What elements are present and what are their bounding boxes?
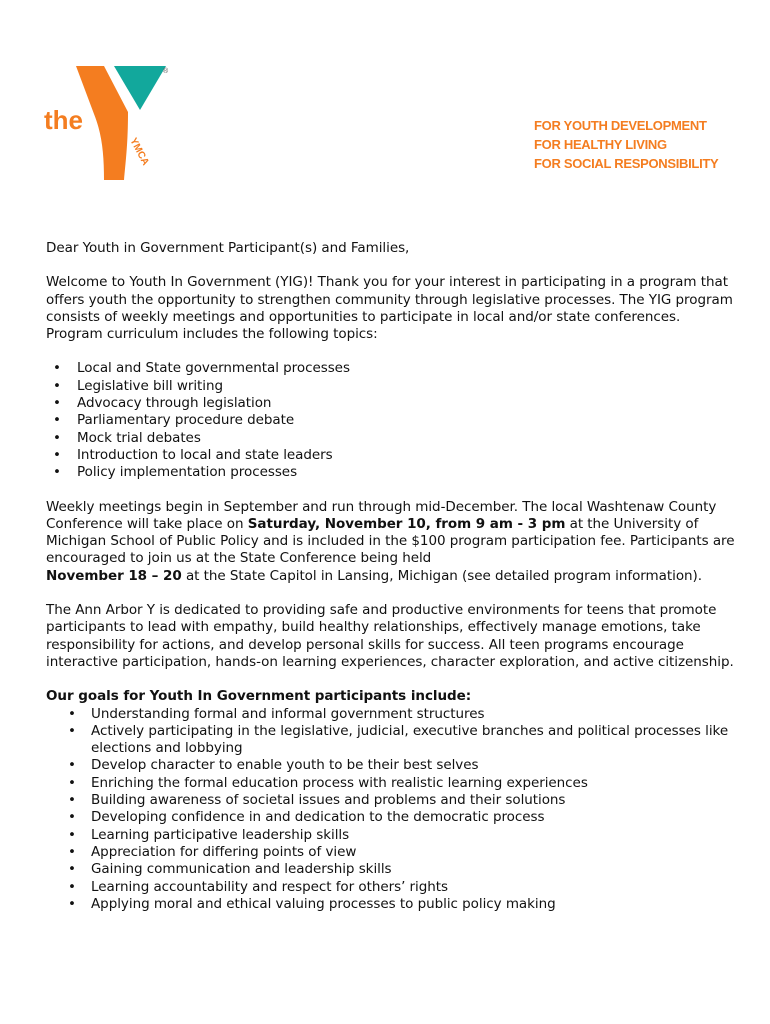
goals-heading: Our goals for Youth In Government participants include: (46, 688, 472, 705)
list-item: • Understanding formal and informal government structures (46, 706, 736, 723)
list-item: • Develop character to enable youth to be their best selves (46, 757, 736, 774)
state-conference-date: November 18 – 20 (46, 567, 182, 584)
list-item: • Gaining communication and leadership skills (46, 861, 736, 878)
list-item: • Developing confidence in and dedication to the democratic process (46, 809, 736, 826)
dedication-paragraph: The Ann Arbor Y is dedicated to providing safe and productive environments for teens that promote participants to lead with empathy, build healthy relationships, effectively manage emotions, take responsibility for actions, and develop personal skills for success. All teen programs encourage interactive participation, hands-on learning experiences, character exploration, and active citizenship. (46, 602, 734, 670)
ymca-logo (44, 62, 174, 182)
logo-ymca-text: YMCA (127, 136, 151, 168)
list-item: • Local and State governmental processes (46, 360, 736, 377)
topics-list (46, 360, 736, 481)
meetings-paragraph: Weekly meetings begin in September and run through mid-December. The local Washtenaw County Conference will take place on Saturday, November 10, from 9 am - 3 pm at the University of Michigan School of Public Policy and is included in the $100 program participation fee. Participants are encouraged to join us at the State Conference being held November 18 – 20 at the State Capitol in Lansing, Michigan (see detailed program information). (46, 498, 735, 584)
list-item: • Introduction to local and state leaders (46, 447, 736, 464)
list-item: • Advocacy through legislation (46, 395, 736, 412)
tagline-line: FOR SOCIAL RESPONSIBILITY (534, 156, 719, 171)
list-item: • Appreciation for differing points of view (46, 844, 736, 861)
goals-list (46, 706, 736, 914)
intro-paragraph: Welcome to Youth In Government (YIG)! Thank you for your interest in participating in a program that offers youth the opportunity to strengthen community through legislative processes. The YIG program consists of weekly meetings and opportunities to participate in local and/or state conferences. Program curriculum includes the following topics: (46, 274, 733, 343)
letter-body (46, 240, 736, 930)
list-item: • Enriching the formal education process with realistic learning experiences (46, 775, 736, 792)
list-item: • Actively participating in the legislative, judicial, executive branches and political processes like elections and lobbying (46, 723, 736, 758)
list-item: • Parliamentary procedure debate (46, 412, 736, 429)
list-item: • Building awareness of societal issues and problems and their solutions (46, 792, 736, 809)
greeting: Dear Youth in Government Participant(s) and Families, (46, 240, 410, 256)
list-item: • Learning participative leadership skills (46, 827, 736, 844)
y-orange-stroke (76, 66, 128, 180)
local-conference-date: Saturday, November 10, from 9 am - 3 pm (247, 515, 566, 532)
list-item: • Legislative bill writing (46, 378, 736, 395)
list-item: • Policy implementation processes (46, 464, 736, 481)
list-item: • Learning accountability and respect for others’ rights (46, 879, 736, 896)
logo-registered-mark: ® (163, 68, 169, 75)
tagline-line: FOR HEALTHY LIVING (534, 137, 667, 152)
list-item: • Mock trial debates (46, 430, 736, 447)
logo-the-text: the (44, 105, 83, 135)
list-item: • Applying moral and ethical valuing processes to public policy making (46, 896, 736, 913)
ymca-tagline (534, 116, 718, 173)
tagline-line: FOR YOUTH DEVELOPMENT (534, 118, 707, 133)
